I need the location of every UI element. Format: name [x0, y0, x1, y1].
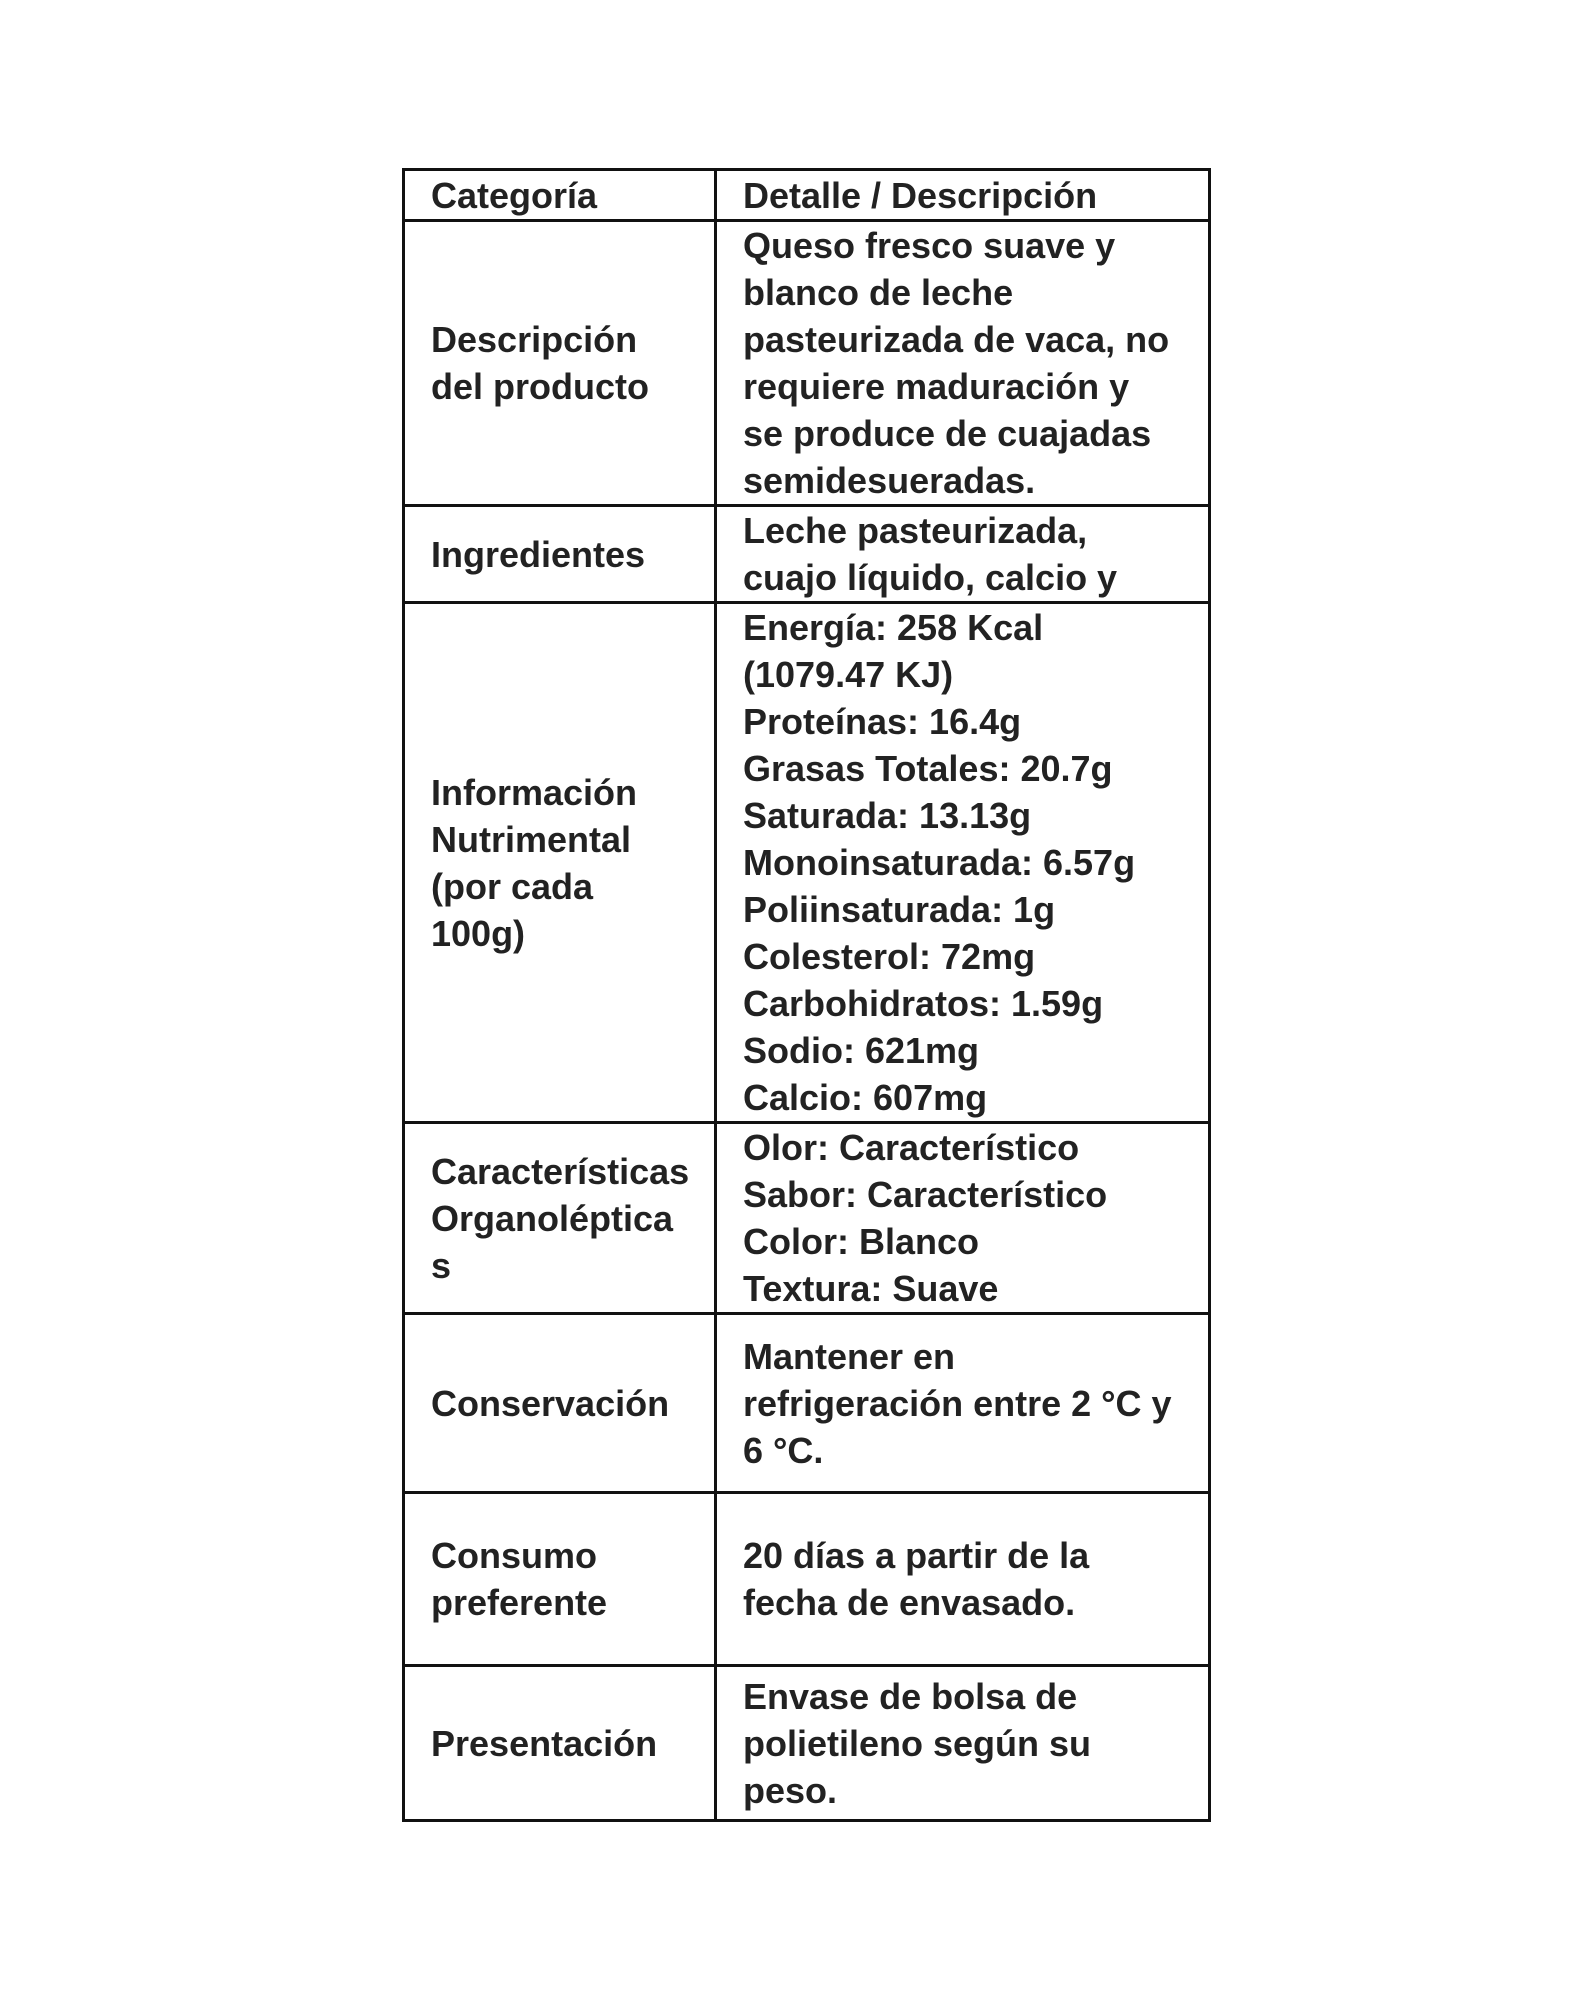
row-detail-presentacion: Envase de bolsa de polietileno según su peso.	[716, 1666, 1210, 1821]
row-category-presentacion: Presentación	[404, 1666, 716, 1821]
table-header-row	[404, 170, 1210, 221]
table-row	[404, 221, 1210, 506]
row-detail-ingredientes: Leche pasteurizada, cuajo líquido, calcio y	[716, 506, 1210, 603]
table-row	[404, 1666, 1210, 1821]
row-category-consumo: Consumo preferente	[404, 1493, 716, 1666]
row-category-ingredientes: Ingredientes	[404, 506, 716, 603]
row-category-nutricion: Información Nutrimental (por cada 100g)	[404, 603, 716, 1123]
row-detail-nutricion: Energía: 258 Kcal (1079.47 KJ) Proteínas: 16.4g Grasas Totales: 20.7g Saturada: 13.13g Monoinsaturada: 6.57g Poliinsaturada: 1g Colesterol: 72mg Carbohidratos: 1.59g Sodio: 621mg Calcio: 607mg	[716, 603, 1210, 1123]
table-row	[404, 1123, 1210, 1314]
row-detail-consumo: 20 días a partir de la fecha de envasado.	[716, 1493, 1210, 1666]
row-detail-organolepticas: Olor: Característico Sabor: Característico Color: Blanco Textura: Suave	[716, 1123, 1210, 1314]
row-category-descripcion: Descripción del producto	[404, 221, 716, 506]
row-category-conservacion: Conservación	[404, 1314, 716, 1493]
row-category-organolepticas: Características Organoléptica s	[404, 1123, 716, 1314]
row-detail-descripcion: Queso fresco suave y blanco de leche pasteurizada de vaca, no requiere maduración y se produce de cuajadas semidesueradas.	[716, 221, 1210, 506]
header-category: Categoría	[404, 170, 716, 221]
row-detail-conservacion: Mantener en refrigeración entre 2 °C y 6 °C.	[716, 1314, 1210, 1493]
table-row	[404, 506, 1210, 603]
table-row	[404, 603, 1210, 1123]
product-spec-table	[402, 168, 1211, 1822]
table-row	[404, 1314, 1210, 1493]
table-row	[404, 1493, 1210, 1666]
header-detail: Detalle / Descripción	[716, 170, 1210, 221]
